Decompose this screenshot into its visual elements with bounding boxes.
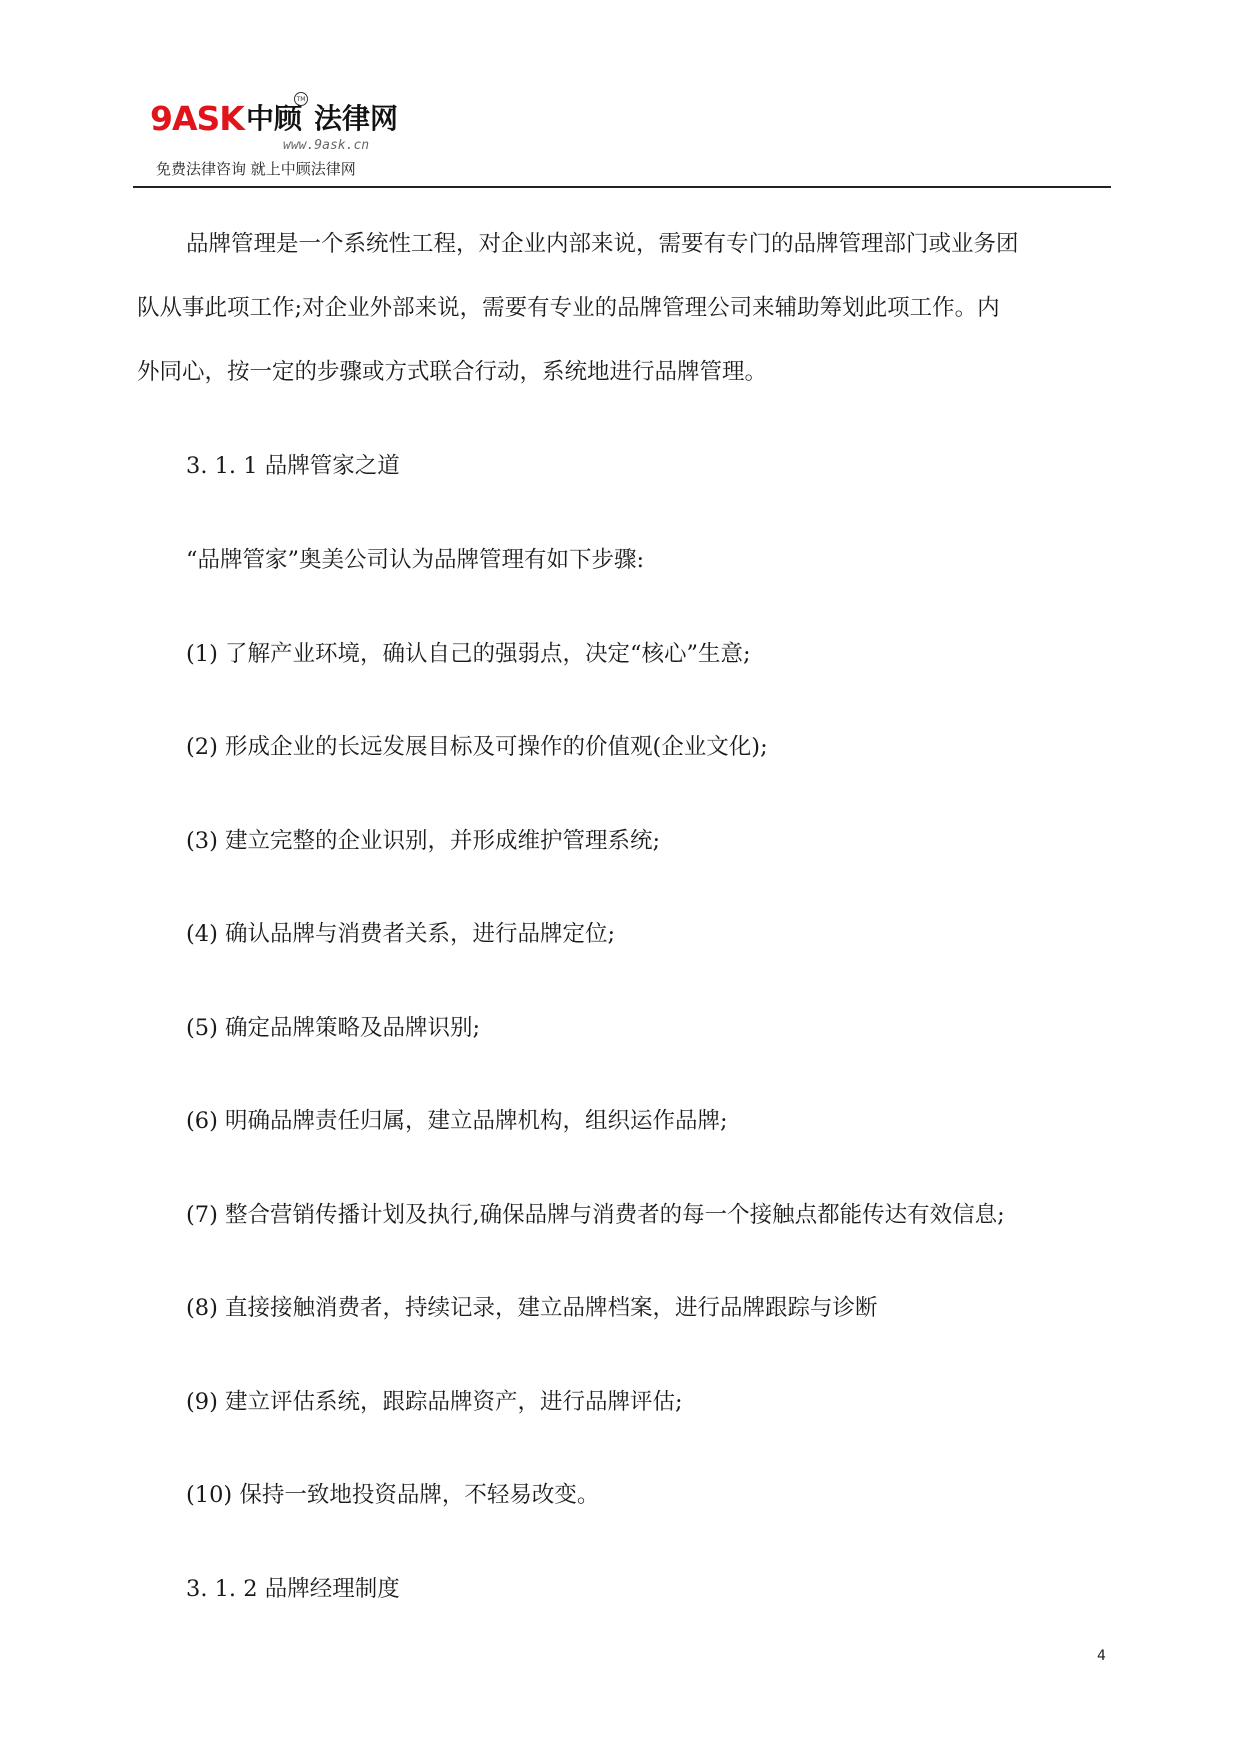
paragraph-line: 队从事此项工作;对企业外部来说，需要有专业的品牌管理公司来辅助筹划此项工作。内 bbox=[137, 295, 1000, 321]
list-item: (5) 确定品牌策略及品牌识别; bbox=[186, 1015, 481, 1041]
section-heading: 3. 1. 2 品牌经理制度 bbox=[186, 1576, 400, 1602]
list-item: (3) 建立完整的企业识别，并形成维护管理系统; bbox=[186, 828, 661, 854]
logo-name-part1: 中顾 bbox=[246, 102, 303, 135]
trademark-icon: TM bbox=[294, 92, 308, 106]
list-item: (8) 直接接触消费者，持续记录，建立品牌档案，进行品牌跟踪与诊断 bbox=[186, 1295, 878, 1321]
list-item: (9) 建立评估系统，跟踪品牌资产，进行品牌评估; bbox=[186, 1389, 683, 1415]
list-item: (7) 整合营销传播计划及执行,确保品牌与消费者的每一个接触点都能传达有效信息; bbox=[186, 1202, 1005, 1228]
page-number: 4 bbox=[1097, 1648, 1106, 1664]
paragraph-line: 品牌管理是一个系统性工程，对企业内部来说，需要有专门的品牌管理部门或业务团 bbox=[186, 231, 1019, 257]
logo-url: www.9ask.cn bbox=[283, 138, 370, 153]
list-item: (1) 了解产业环境，确认自己的强弱点，决定“核心”生意; bbox=[186, 641, 751, 667]
paragraph-line: 外同心，按一定的步骤或方式联合行动，系统地进行品牌管理。 bbox=[137, 359, 768, 385]
list-item: (10) 保持一致地投资品牌，不轻易改变。 bbox=[186, 1482, 600, 1508]
header-divider bbox=[133, 186, 1111, 188]
list-item: (2) 形成企业的长远发展目标及可操作的价值观(企业文化); bbox=[186, 734, 768, 760]
intro-paragraph: “品牌管家”奥美公司认为品牌管理有如下步骤: bbox=[186, 547, 645, 573]
list-item: (4) 确认品牌与消费者关系，进行品牌定位; bbox=[186, 921, 616, 947]
list-item: (6) 明确品牌责任归属，建立品牌机构，组织运作品牌; bbox=[186, 1108, 728, 1134]
logo-brand: 9ASK bbox=[150, 99, 244, 138]
logo-name bbox=[246, 102, 398, 136]
logo-slogan: 免费法律咨询 就上中顾法律网 bbox=[156, 160, 356, 178]
company-logo bbox=[150, 92, 420, 182]
section-heading: 3. 1. 1 品牌管家之道 bbox=[186, 453, 400, 479]
logo-name-part2: 法律网 bbox=[314, 102, 399, 135]
